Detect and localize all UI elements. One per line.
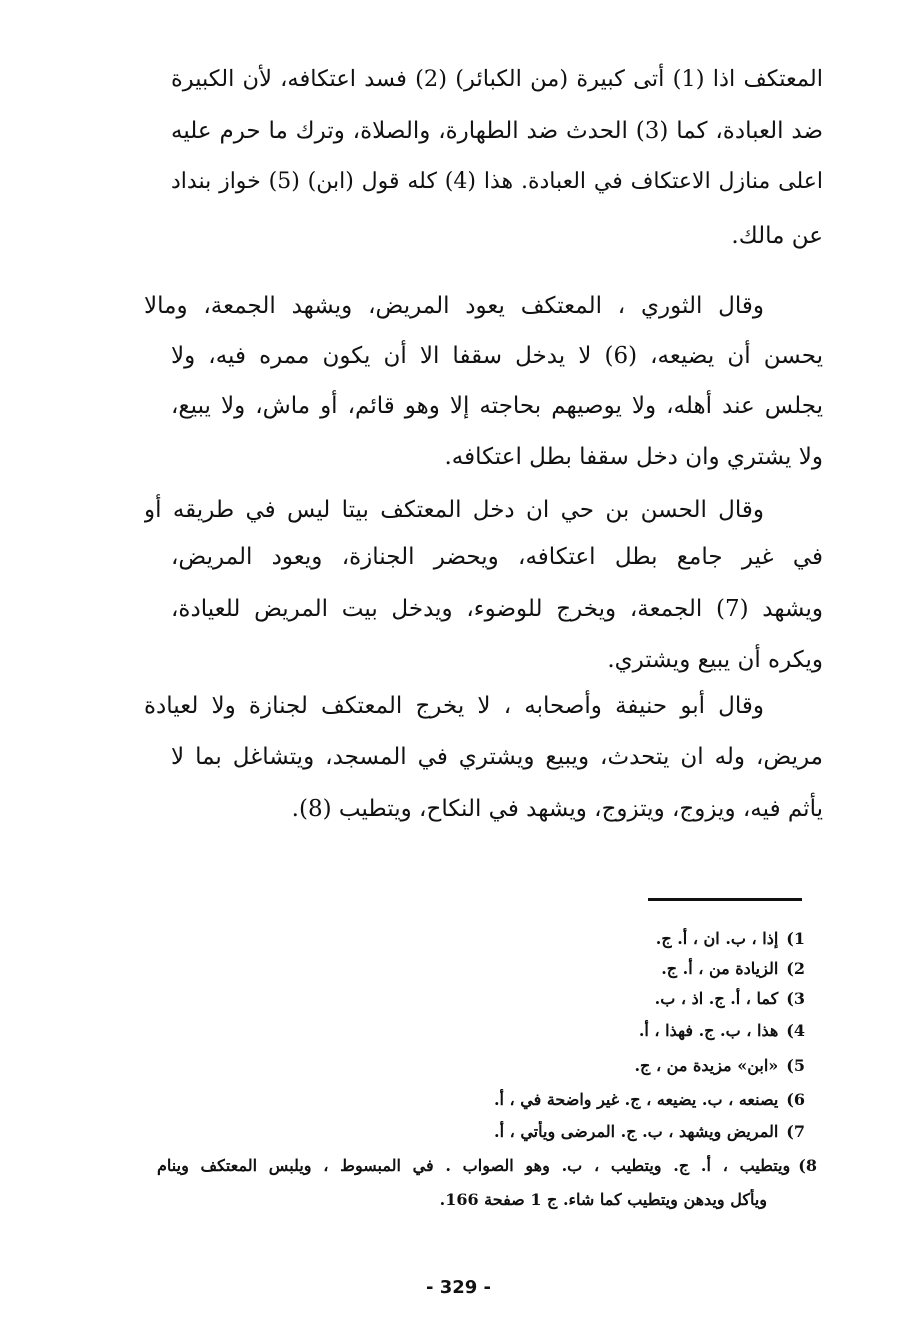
footnote-number: 6)	[786, 1090, 805, 1109]
footnote-4	[75, 1020, 805, 1042]
footnote-number: 4)	[786, 1021, 805, 1040]
body-line: يحسن أن يضيعه، (6) لا يدخل سقفا الا أن يكون ممره فيه، ولا	[171, 343, 823, 369]
body-line: ويكره أن يبيع ويشتري.	[607, 647, 823, 673]
footnote-text: «ابن» مزيدة من ، ج.	[634, 1056, 779, 1075]
footnote-separator	[648, 898, 802, 901]
footnote-number: 3)	[786, 989, 805, 1008]
footnote-8-continuation	[37, 1189, 767, 1211]
body-line: في غير جامع بطل اعتكافه، ويحضر الجنازة، ويعود المريض،	[171, 544, 823, 570]
body-line: وقال أبو حنيفة وأصحابه ، لا يخرج المعتكف لجنازة ولا لعيادة	[144, 693, 764, 719]
footnote-5	[75, 1055, 805, 1077]
footnote-text: ويتطيب ، أ. ج. ويتطيب ، ب. وهو الصواب . في المبسوط ، ويلبس المعتكف وينام	[157, 1156, 791, 1175]
footnote-6	[75, 1089, 805, 1111]
footnote-text: كما ، أ. ج. اذ ، ب.	[654, 989, 779, 1008]
footnote-7	[75, 1121, 805, 1143]
footnote-number: 5)	[786, 1056, 805, 1075]
body-line: يجلس عند أهله، ولا يوصيهم بحاجته إلا وهو قائم، أو ماش، ولا يبيع،	[171, 393, 823, 419]
page-number: - 329 -	[425, 1277, 492, 1298]
body-line: عن مالك.	[731, 223, 823, 249]
body-line: اعلى منازل الاعتكاف في العبادة. هذا (4) كله قول (ابن) (5) خواز بنداد	[171, 169, 823, 194]
footnote-text: إذا ، ب. ان ، أ. ج.	[655, 929, 779, 948]
body-line: ولا يشتري وان دخل سقفا بطل اعتكافه.	[444, 444, 823, 470]
footnote-number: 8)	[798, 1156, 817, 1175]
footnote-1	[75, 928, 805, 950]
footnote-text: الزيادة من ، أ. ج.	[661, 959, 779, 978]
body-line: مريض، وله ان يتحدث، ويبيع ويشتري في المسجد، ويتشاغل بما لا	[171, 744, 823, 770]
body-line: وقال الثوري ، المعتكف يعود المريض، ويشهد الجمعة، ومالا	[144, 293, 764, 319]
footnote-8	[157, 1155, 817, 1177]
footnote-text: المريض ويشهد ، ب. ج. المرضى ويأتي ، أ.	[494, 1122, 779, 1141]
body-line: يأثم فيه، ويزوج، ويتزوج، ويشهد في النكاح، ويتطيب (8).	[291, 796, 823, 822]
body-line: ويشهد (7) الجمعة، ويخرج للوضوء، ويدخل بيت المريض للعيادة،	[171, 596, 823, 622]
body-line: المعتكف اذا (1) أتى كبيرة (من الكبائر) (2) فسد اعتكافه، لأن الكبيرة	[171, 66, 823, 92]
footnote-2	[75, 958, 805, 980]
footnote-number: 7)	[786, 1122, 805, 1141]
footnote-text: يصنعه ، ب. يضيعه ، ج. غير واضحة في ، أ.	[493, 1090, 779, 1109]
footnote-number: 1)	[786, 929, 805, 948]
footnote-text: هذا ، ب. ج. فهذا ، أ.	[638, 1021, 779, 1040]
footnote-3	[75, 988, 805, 1010]
body-line: وقال الحسن بن حي ان دخل المعتكف بيتا ليس في طريقه أو	[144, 497, 764, 523]
footnote-number: 2)	[786, 959, 805, 978]
body-line: ضد العبادة، كما (3) الحدث ضد الطهارة، والصلاة، وترك ما حرم عليه	[171, 118, 823, 144]
footnote-text: ويأكل ويدهن ويتطيب كما شاء. ج 1 صفحة 166.	[439, 1190, 767, 1209]
